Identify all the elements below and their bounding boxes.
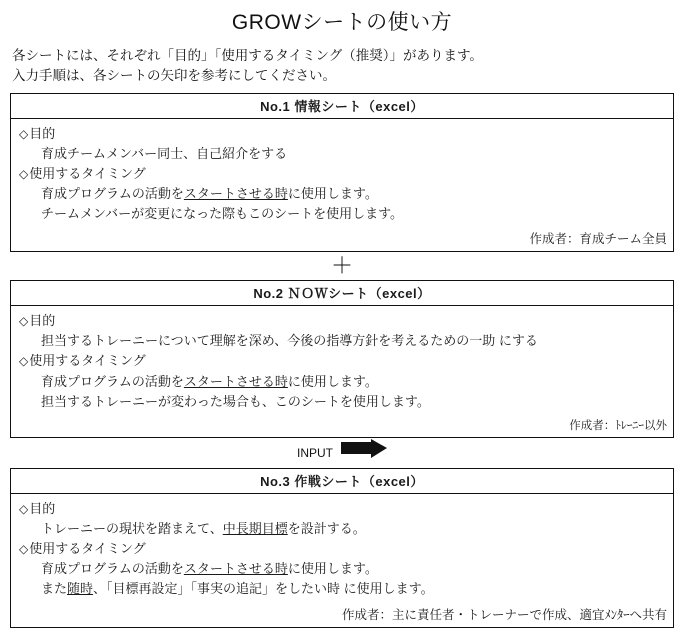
down-arrow-icon [341,439,387,466]
connector-plus [10,252,674,280]
sheet-1-purpose-label-row [19,124,665,144]
diamond-icon: ◇ [19,166,29,181]
plus-icon: ＋ [330,253,353,279]
sheet-1-timing-label-row [19,164,665,184]
sheet-3-timing-line-2: また随時、「目標再設定」「事実の追記」をしたい時 に使用します。 [41,581,434,597]
document-page [0,6,684,622]
sheet-2-timing-label-row [19,351,665,371]
connector-input [10,438,674,468]
sheet-3-header: No.3 作戦シート（excel） [11,469,673,494]
sheet-1-timing-label: 使用するタイミング [29,165,146,181]
input-label: INPUT [297,445,333,460]
sheet-2-purpose-line-1: 担当するトレーニーについて理解を深め、今後の指導方針を考えるための一助 にする [41,333,538,349]
sheet-3-purpose-label-row [19,499,665,519]
sheet-card-3 [10,468,674,628]
sheet-3-purpose-line-1: トレーニーの現状を踏まえて、中長期目標を設計する。 [41,521,366,537]
sheet-2-timing-line-2: 担当するトレーニーが変わった場合も、このシートを使用します。 [41,393,430,409]
sheet-1-purpose-label: 目的 [29,125,56,141]
sheet-1-header: No.1 情報シート（excel） [11,94,673,119]
diamond-icon: ◇ [19,501,29,516]
sheet-2-purpose-label-row [19,311,665,331]
diamond-icon: ◇ [19,126,29,141]
sheet-2-header: No.2 ＮＯＷシート（excel） [11,281,673,306]
sheet-3-timing-label-row [19,539,665,559]
diamond-icon: ◇ [19,354,29,369]
sheet-1-purpose-line-1: 育成チームメンバー同士、自己紹介をする [41,145,288,161]
sheet-3-author: 作成者：主に責任者・トレーナーで作成、適宜ﾒﾝﾀｰへ共有 [341,607,667,622]
sheet-1-timing-line-2: チームメンバーが変更になった際もこのシートを使用します。 [41,206,404,222]
sheet-3-timing-line-1: 育成プログラムの活動をスタートさせる時に使用します。 [41,561,378,577]
sheet-1-timing-line-1: 育成プログラムの活動をスタートさせる時に使用します。 [41,185,378,201]
sheet-card-1 [10,93,674,253]
sheet-3-body [11,494,673,603]
sheet-2-purpose-label: 目的 [29,313,56,329]
diamond-icon: ◇ [19,542,29,557]
sheet-2-author: 作成者：ﾄﾚｰﾆｰ以外 [569,419,667,432]
sheet-3-purpose-label: 目的 [29,500,56,516]
sheet-2-body [11,306,673,415]
sheet-1-body [11,119,673,228]
sheet-2-timing-label: 使用するタイミング [29,353,146,369]
intro-line-2: 入力手順は、各シートの矢印を参考にしてください。 [12,68,336,84]
sheet-2-timing-line-1: 育成プログラムの活動をスタートさせる時に使用します。 [41,373,378,389]
sheet-3-timing-label: 使用するタイミング [29,541,146,557]
intro-text [12,46,674,87]
intro-line-1: 各シートには、それぞれ「目的」「使用するタイミング（推奨）」があります。 [12,48,483,63]
sheet-card-2 [10,280,674,438]
diamond-icon: ◇ [19,314,29,329]
page-title: GROWシートの使い方 [231,11,453,34]
sheet-1-author: 作成者：育成チーム全員 [529,232,667,247]
